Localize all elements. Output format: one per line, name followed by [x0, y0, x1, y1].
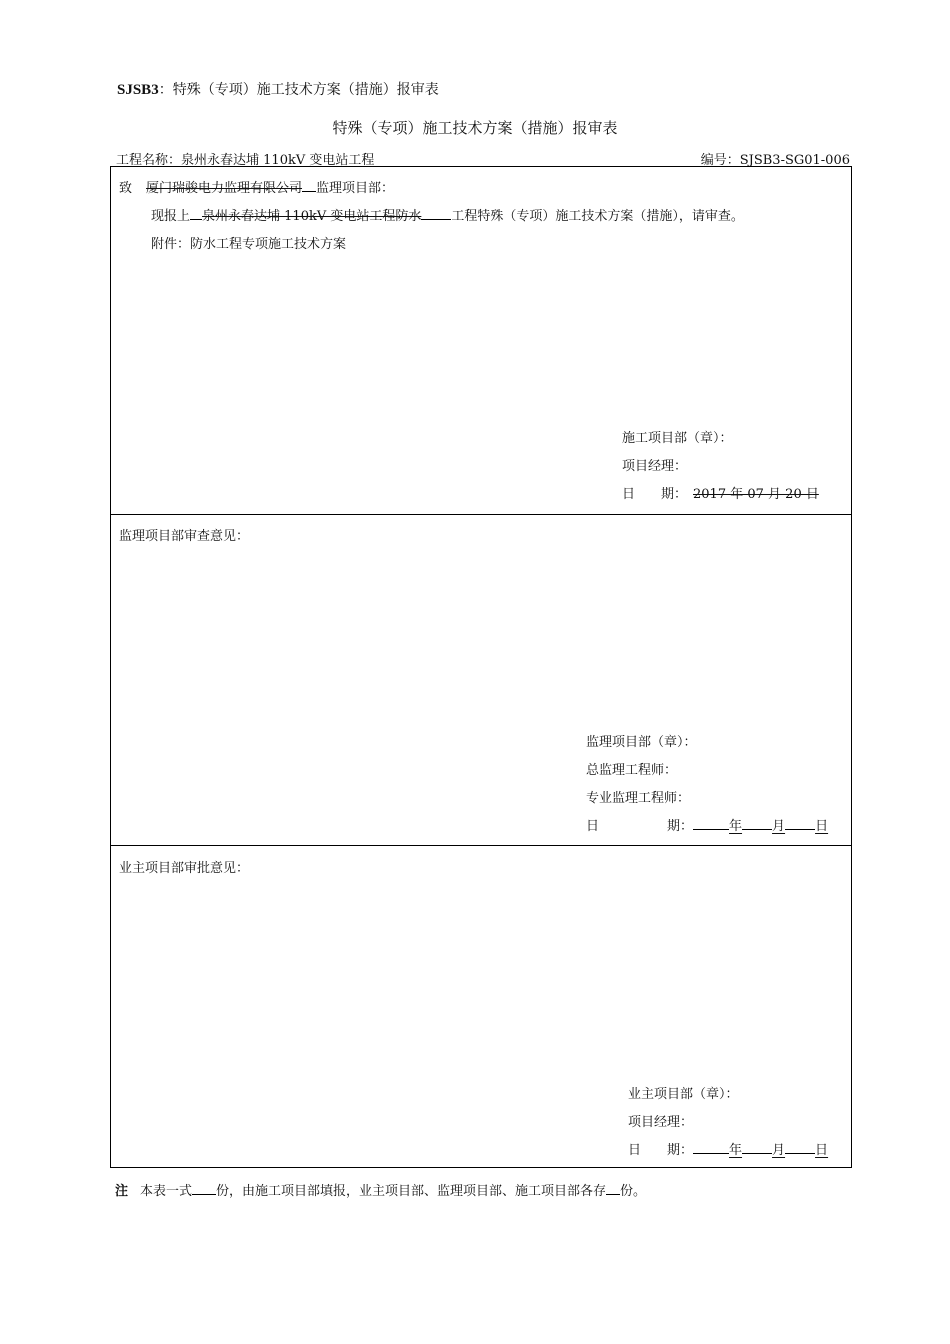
form-title: 特殊（专项）施工技术方案（措施）报审表	[332, 119, 618, 137]
project-name-label: 工程名称：	[116, 153, 182, 168]
supervision-date-label-right: 期：	[667, 819, 694, 834]
footnote-text-b: 份，由施工项目部填报，业主项目部、监理项目部、施工项目部各存	[216, 1184, 607, 1199]
attachment-line: 附件：防水工程专项施工技术方案	[151, 237, 347, 252]
supervision-year-label: 年	[729, 819, 743, 834]
footnote-text-a: 本表一式	[140, 1184, 193, 1199]
owner-approval-heading: 业主项目部审批意见：	[119, 861, 250, 876]
form-number-value: SJSB3-SG01-006	[739, 153, 850, 168]
form-frame	[110, 166, 852, 1168]
supervision-day-label: 日	[815, 819, 829, 834]
addressee-line	[119, 177, 394, 196]
construction-date-label: 日 期：	[622, 487, 688, 502]
supervision-date-label-left: 日	[586, 819, 600, 834]
owner-dept-seal-label: 业主项目部（章）：	[628, 1087, 739, 1102]
section-divider-2	[111, 845, 851, 846]
construction-manager-label: 项目经理：	[622, 459, 688, 474]
report-line	[151, 205, 744, 224]
supervision-month-label: 月	[772, 819, 786, 834]
owner-year-label: 年	[729, 1143, 743, 1158]
document-code: SJSB3	[117, 82, 159, 98]
owner-month-label: 月	[772, 1143, 786, 1158]
footnote-text-c: 份。	[620, 1184, 647, 1199]
construction-date-line	[622, 483, 819, 502]
addressee-prefix: 致	[119, 181, 133, 196]
owner-day-label: 日	[815, 1143, 829, 1158]
section-divider-1	[111, 514, 851, 515]
specialist-supervisor-label: 专业监理工程师：	[586, 791, 691, 806]
report-subject: 泉州永春达埔 110kV 变电站工程防水	[202, 209, 422, 224]
addressee-suffix: 监理项目部：	[316, 181, 395, 196]
owner-manager-label: 项目经理：	[628, 1115, 694, 1130]
report-prefix: 现报上	[151, 209, 191, 224]
chief-supervisor-label: 总监理工程师：	[586, 763, 678, 778]
report-suffix: 工程特殊（专项）施工技术方案（措施），请审查。	[451, 209, 744, 224]
footnote-label: 注	[115, 1184, 129, 1199]
owner-date-label: 日 期：	[628, 1143, 694, 1158]
owner-date-line	[628, 1139, 828, 1158]
construction-date-value: 2017 年 07 月 20 日	[693, 487, 819, 502]
construction-dept-seal-label: 施工项目部（章）：	[622, 431, 733, 446]
addressee-company: 厦门瑞骏电力监理有限公司	[146, 181, 303, 196]
form-number-label: 编号：	[700, 153, 740, 168]
project-name-value: 泉州永春达埔 110kV 变电站工程	[181, 153, 375, 168]
supervision-date-line	[586, 815, 828, 834]
supervision-dept-seal-label: 监理项目部（章）：	[586, 735, 697, 750]
document-code-heading	[117, 79, 439, 99]
supervision-opinion-heading: 监理项目部审查意见：	[119, 529, 250, 544]
document-code-title: ：特殊（专项）施工技术方案（措施）报审表	[158, 82, 439, 98]
footnote	[115, 1180, 646, 1199]
